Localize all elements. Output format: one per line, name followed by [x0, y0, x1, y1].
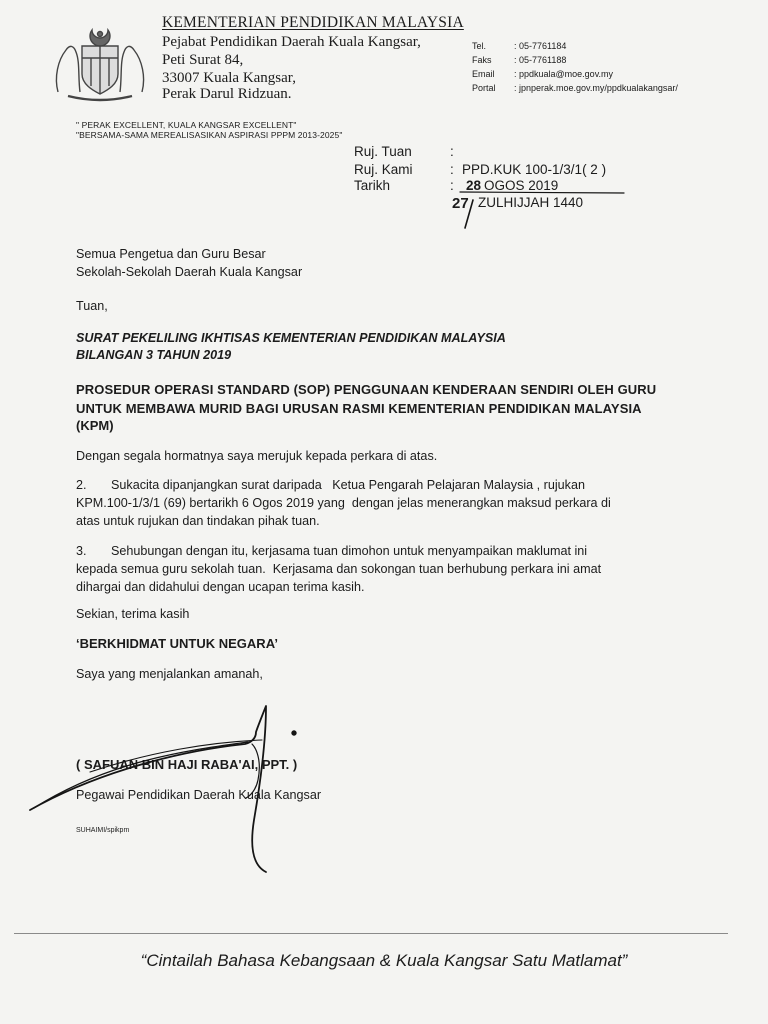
footer-divider	[14, 933, 728, 934]
ref-colon: :	[450, 162, 454, 177]
circular-title: BILANGAN 3 TAHUN 2019	[76, 348, 232, 362]
address-line: 33007 Kuala Kangsar,	[162, 70, 296, 86]
ref-colon: :	[450, 144, 454, 159]
closing-trust: Saya yang menjalankan amanah,	[76, 667, 263, 681]
subject-line: PROSEDUR OPERASI STANDARD (SOP) PENGGUNAAN KENDERAAN SENDIRI OLEH GURU	[76, 382, 657, 397]
subject-line: (KPM)	[76, 418, 114, 433]
address-line: Perak Darul Ridzuan.	[162, 86, 292, 102]
contact-value: : jpnperak.moe.gov.my/ppdkualakangsar/	[514, 83, 678, 93]
reference-code: SUHAIMI/spikpm	[76, 827, 130, 834]
date-handwritten: 28	[466, 178, 482, 193]
contact-value: : ppdkuala@moe.gov.my	[514, 69, 614, 79]
ruj-tuan-label: Ruj. Tuan	[354, 144, 412, 159]
ruj-kami-value: PPD.KUK 100-1/3/1( 2 )	[462, 162, 607, 177]
slogan-block	[76, 120, 342, 140]
hijri-date-printed: ZULHIJJAH 1440	[478, 195, 584, 210]
ministry-name: KEMENTERIAN PENDIDIKAN MALAYSIA	[162, 14, 464, 31]
hijri-handwritten: 27	[452, 195, 469, 212]
slogan-line: " PERAK EXCELLENT, KUALA KANGSAR EXCELLENT"	[76, 120, 297, 130]
subject-line: UNTUK MEMBAWA MURID BAGI URUSAN RASMI KEMENTERIAN PENDIDIKAN MALAYSIA	[76, 401, 642, 416]
contact-label: Faks	[472, 55, 492, 65]
paragraph-3-line: dihargai dan didahului dengan ucapan terima kasih.	[76, 580, 365, 594]
salutation: Tuan,	[76, 299, 108, 313]
circular-title: SURAT PEKELILING IKHTISAS KEMENTERIAN PENDIDIKAN MALAYSIA	[76, 331, 506, 345]
paragraph-1: Dengan segala hormatnya saya merujuk kepada perkara di atas.	[76, 449, 438, 463]
contact-label: Portal	[472, 83, 496, 93]
address-line: Peti Surat 84,	[162, 52, 244, 68]
slogan-line: "BERSAMA-SAMA MEREALISASIKAN ASPIRASI PPPM 2013-2025"	[76, 130, 343, 140]
footer-motto: “Cintailah Bahasa Kebangsaan & Kuala Kangsar Satu Matlamat”	[140, 951, 628, 970]
signatory-name: ( SAFUAN BIN HAJI RABA'AI, PPT. )	[76, 757, 298, 772]
address-line: Pejabat Pendidikan Daerah Kuala Kangsar,	[162, 34, 421, 50]
paragraph-2-line: KPM.100-1/3/1 (69) bertarikh 6 Ogos 2019 yang dengan jelas menerangkan maksud perkara di	[76, 496, 611, 510]
signatory-title: Pegawai Pendidikan Daerah Kuala Kangsar	[76, 788, 322, 802]
contact-value: : 05-7761188	[514, 55, 567, 65]
closing-motto: ‘BERKHIDMAT UNTUK NEGARA’	[76, 636, 278, 651]
contact-label: Email	[472, 69, 495, 79]
paragraph-2-line: atas untuk rujukan dan tindakan pihak tuan.	[76, 514, 320, 528]
closing-thanks: Sekian, terima kasih	[76, 607, 190, 621]
recipient-line: Semua Pengetua dan Guru Besar	[76, 247, 266, 261]
tarikh-label: Tarikh	[354, 178, 391, 193]
contact-label: Tel.	[472, 41, 487, 51]
recipient-line: Sekolah-Sekolah Daerah Kuala Kangsar	[76, 265, 303, 279]
ref-colon: :	[450, 178, 454, 193]
paragraph-3-line: 3. Sehubungan dengan itu, kerjasama tuan dimohon untuk menyampaikan maklumat ini	[76, 544, 588, 558]
coat-of-arms-icon	[50, 22, 150, 102]
paragraph-3-line: kepada semua guru sekolah tuan. Kerjasama dan sokongan tuan berhubung perkara ini amat	[76, 562, 602, 576]
contact-value: : 05-7761184	[514, 41, 567, 51]
ruj-kami-label: Ruj. Kami	[354, 162, 413, 177]
paragraph-2-line: 2. Sukacita dipanjangkan surat daripada Ketua Pengarah Pelajaran Malaysia , rujukan	[76, 478, 585, 492]
date-printed: OGOS 2019	[484, 178, 559, 193]
